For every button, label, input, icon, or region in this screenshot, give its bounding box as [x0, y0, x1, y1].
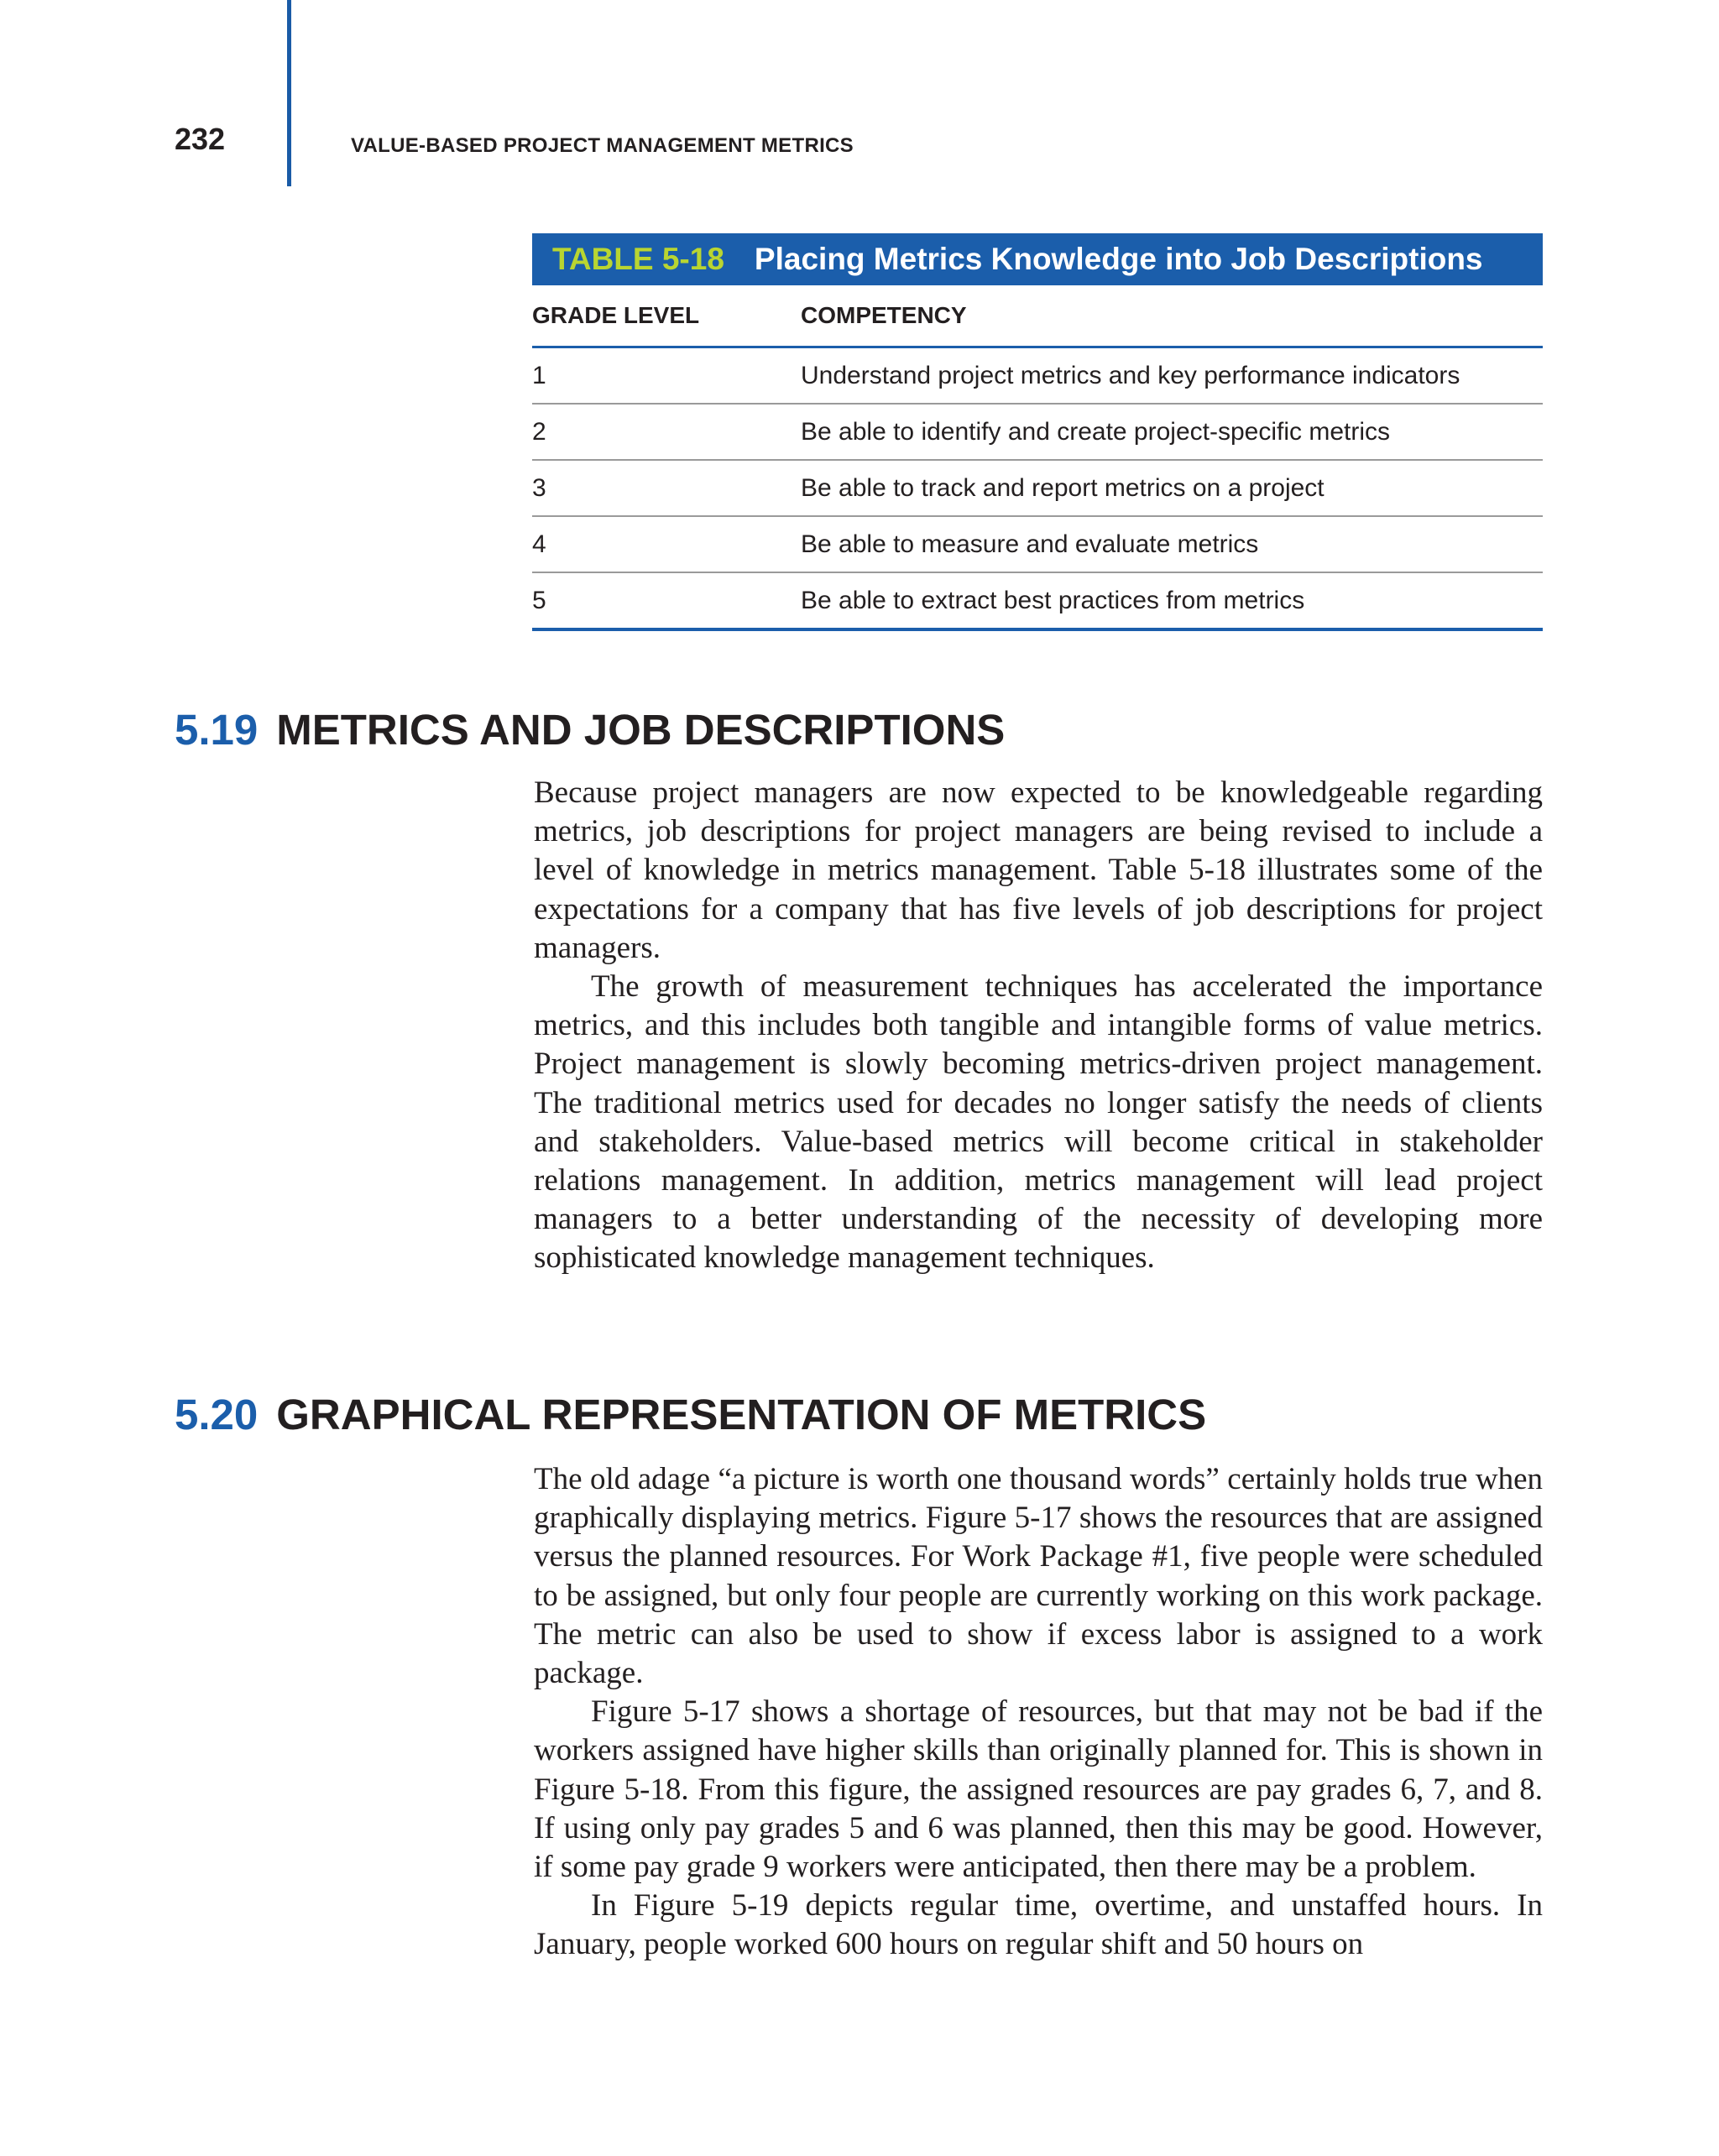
section-title: METRICS AND JOB DESCRIPTIONS [276, 706, 1006, 754]
section-number: 5.19 [175, 706, 259, 754]
table-row [532, 460, 1543, 516]
page-number: 232 [175, 122, 226, 156]
paragraph: Because project managers are now expected to be knowledgeable regarding metrics, job descriptions for project managers are being revised to include a level of knowledge in metrics management. Table 5-18 illustrates some of the expectations for a company that has five levels of job descriptions for project managers. [534, 775, 1543, 965]
table-row [532, 347, 1543, 405]
competency-cell: Be able to extract best practices from metrics [801, 572, 1543, 629]
competency-cell: Be able to track and report metrics on a project [801, 460, 1543, 516]
running-head: VALUE-BASED PROJECT MANAGEMENT METRICS [351, 134, 854, 157]
section-body-5-20 [534, 1460, 1543, 1965]
table-caption [532, 233, 1543, 285]
table-number: TABLE 5-18 [552, 242, 724, 276]
competency-table [532, 285, 1543, 631]
header-rule [287, 0, 291, 186]
grade-level-cell: 2 [532, 404, 801, 460]
table-title: Placing Metrics Knowledge into Job Descriptions [754, 242, 1483, 276]
table-row [532, 516, 1543, 572]
grade-level-cell: 4 [532, 516, 801, 572]
table-row [532, 404, 1543, 460]
competency-cell: Be able to measure and evaluate metrics [801, 516, 1543, 572]
column-header-competency: COMPETENCY [801, 285, 1543, 347]
section-heading-5-20 [175, 1393, 1206, 1436]
section-body-5-19 [534, 774, 1543, 1278]
table-5-18 [532, 233, 1543, 631]
grade-level-cell: 5 [532, 572, 801, 629]
column-header-grade-level: GRADE LEVEL [532, 285, 801, 347]
table-header-row [532, 285, 1543, 347]
section-heading-5-19 [175, 706, 1006, 754]
paragraph: In Figure 5-19 depicts regular time, overtime, and unstaffed hours. In January, people worked 600 hours on regular shift and 50 hours on [534, 1888, 1543, 1962]
grade-level-cell: 3 [532, 460, 801, 516]
paragraph: Figure 5-17 shows a shortage of resources, but that may not be bad if the workers assigned have higher skills than originally planned for. This is shown in Figure 5-18. From this figure, the assigned resources are pay grades 6, 7, and 8. If using only pay grades 5 and 6 was planned, then this may be good. However, if some pay grade 9 workers were anticipated, then there may be a problem. [534, 1694, 1543, 1885]
section-title: GRAPHICAL REPRESENTATION OF METRICS [276, 1391, 1207, 1438]
competency-cell: Understand project metrics and key performance indicators [801, 347, 1543, 405]
paragraph: The old adage “a picture is worth one thousand words” certainly holds true when graphically displaying metrics. Figure 5-17 shows the resources that are assigned versus the planned resources. For Work Package #1, five people were scheduled to be assigned, but only four people are currently working on this work package. The metric can also be used to show if excess labor is assigned to a work package. [534, 1462, 1543, 1691]
grade-level-cell: 1 [532, 347, 801, 405]
competency-cell: Be able to identify and create project-specific metrics [801, 404, 1543, 460]
paragraph: The growth of measurement techniques has accelerated the importance metrics, and this includes both tangible and intangible forms of value metrics. Project management is slowly becoming metrics-driven project management. The traditional metrics used for decades no longer satisfy the needs of clients and stakeholders. Value-based metrics will become critical in stakeholder relations management. In addition, metrics management will lead project managers to a better understanding of the necessity of developing more sophisticated knowledge management techniques. [534, 969, 1543, 1276]
table-row [532, 572, 1543, 629]
section-number: 5.20 [175, 1391, 259, 1438]
